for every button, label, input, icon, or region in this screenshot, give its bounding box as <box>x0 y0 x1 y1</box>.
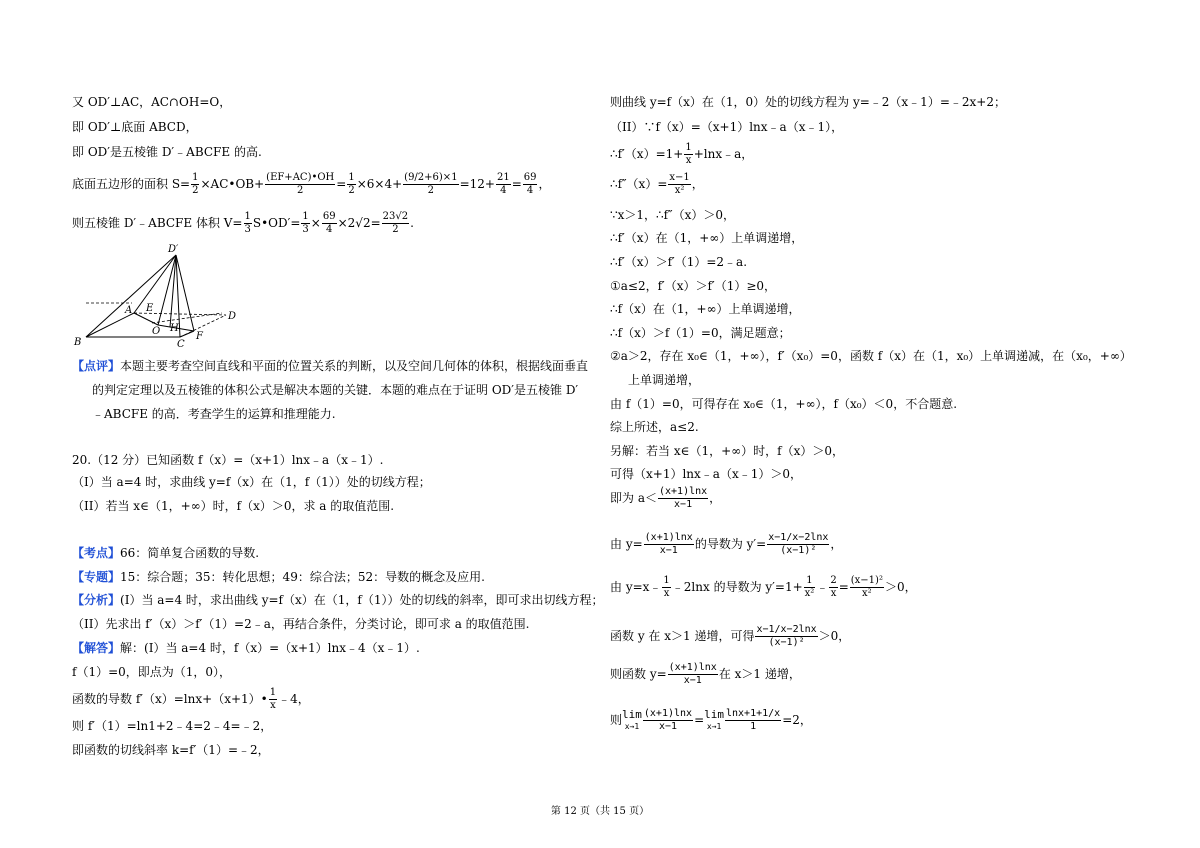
text-line: 由 f（1）=0，可得存在 x₀∈（1，+∞），f（x₀）＜0，不合题意. <box>610 397 958 411</box>
text-line: ②a＞2，存在 x₀∈（1，+∞），f′（x₀）=0，函数 f（x）在（1，x₀）上单调递减，在（x₀，+∞） <box>610 349 1132 363</box>
text-line: ∵x＞1，∴f″（x）＞0， <box>610 208 735 222</box>
fraction: $\frac{(9/2+6)\times 1}{2}$ <box>404 172 458 196</box>
text-line: （II）∵f（x）=（x+1）lnx﹣a（x﹣1）， <box>610 120 844 134</box>
fraction: $\frac{2}{x}$ <box>830 575 837 599</box>
knowledge-point: 【考点】66：简单复合函数的导数. <box>72 546 260 560</box>
diagram-label: D <box>228 311 237 322</box>
fraction: $\frac{(x+1)\ln x}{x-1}$ <box>643 708 693 732</box>
text-line: 即为 a＜ $\frac{(x+1)\ln x}{x-1}$ ， <box>610 486 722 510</box>
text-line: ∴f′（x）＞f′（1）=2﹣a. <box>610 255 748 269</box>
fraction: $\frac{69}{4}$ <box>523 172 537 196</box>
diagram-label: D′ <box>168 244 179 255</box>
text-line: 上单调递增， <box>628 373 701 387</box>
page-footer: 第 12 页（共 15 页） <box>550 806 650 817</box>
analysis: 【分析】(I）当 a=4 时，求出曲线 y=f（x）在（1，f（1））处的切线的斜率，即可求出切线方程； <box>72 593 604 607</box>
text-line: ∴f″（x）= $\frac{x-1}{\text{x²}}$ ， <box>610 172 704 196</box>
solution-line: 则 f′（1）=ln1+2﹣4=2﹣4=﹣2， <box>72 719 273 733</box>
fraction: $\frac{\ln x+1+1/x}{1}$ <box>726 708 781 732</box>
fraction: $\frac{x-1/x-2\ln x}{\text{(x−1)²}}$ <box>756 624 817 648</box>
solution-line: 即函数的切线斜率 k=f′（1）=﹣2， <box>72 743 270 757</box>
solution-line: 函数的导数 f′（x）=lnx+（x+1）• $\frac{1}{x}$ ﹣4， <box>72 687 310 711</box>
limit: lim x→1 <box>704 707 724 731</box>
question-part: （I）当 a=4 时，求曲线 y=f（x）在（1，f（1））处的切线方程； <box>72 475 431 489</box>
text-line: 可得（x+1）lnx﹣a（x﹣1）＞0， <box>610 467 802 481</box>
fraction: $\frac{1}{\text{x²}}$ <box>804 575 815 599</box>
comment-tag: 【点评】 <box>72 359 121 373</box>
question-part: （II）若当 x∈（1，+∞）时，f（x）＞0，求 a 的取值范围. <box>72 499 395 513</box>
text-line: 则函数 y= $\frac{(x+1)\ln x}{x-1}$ 在 x＞1 递增， <box>610 662 801 686</box>
fraction: $\frac{(x+1)\ln x}{x-1}$ <box>644 532 693 556</box>
diagram-label: C <box>177 339 185 349</box>
volume-formula: 则五棱锥 D′﹣ABCFE 体积 V= $\frac{1}{3}$ S•OD′= $\frac{1}{3}$ × $\frac{69}{4}$ ×2√2= $\frac{23√2}{2}$ . <box>72 211 414 235</box>
diagram-label: B <box>74 337 82 348</box>
analysis: （II）先求出 f′（x）＞f′（1）=2﹣a，再结合条件，分类讨论，即可求 a 的取值范围. <box>72 617 530 631</box>
text-line: 综上所述，a≤2. <box>610 420 699 434</box>
fraction: $\frac{\text{(x−1)²}}{\text{x²}}$ <box>850 575 883 599</box>
text-line: 由 y= $\frac{(x+1)\ln x}{x-1}$ 的导数为 y′= $\frac{x-1/x-2\ln x}{\text{(x−1)²}}$ ， <box>610 532 843 556</box>
text-line: 即 OD′是五棱锥 D′﹣ABCFE 的高. <box>72 145 262 159</box>
text-line: ①a≤2，f′（x）＞f′（1）≥0， <box>610 279 777 293</box>
fraction: $\frac{21}{4}$ <box>496 172 510 196</box>
limit: lim x→1 <box>622 707 642 731</box>
fraction: $\frac{1}{2}$ <box>192 172 199 196</box>
question-title: 20.（12 分）已知函数 f（x）=（x+1）lnx﹣a（x﹣1）. <box>72 453 384 467</box>
topic: 【专题】15：综合题；35：转化思想；49：综合法；52：导数的概念及应用. <box>72 570 485 584</box>
text-line: 又 OD′⊥AC，AC∩OH=O， <box>72 95 232 109</box>
area-formula: 底面五边形的面积 S= $\frac{1}{2}$ ×AC•OB+ $\frac{(EF+AC)•OH}{2}$ = $\frac{1}{2}$ ×6×4+ $\frac{(9/2+6)\times 1}{2}$ =12+ $\frac{21}{4}$ = $\frac{69}{4}$ ， <box>72 172 551 196</box>
fraction: $\frac{(EF+AC)•OH}{2}$ <box>266 172 335 196</box>
fraction: $\frac{23√2}{2}$ <box>382 211 409 235</box>
text-line: 另解：若当 x∈（1，+∞）时，f（x）＞0， <box>610 444 844 458</box>
text-line: 函数 y 在 x＞1 递增，可得 $\frac{x-1/x-2\ln x}{\text{(x−1)²}}$ ＞0， <box>610 624 851 648</box>
fraction: $\frac{1}{x}$ <box>269 687 277 711</box>
fraction: $\frac{1}{3}$ <box>302 211 309 235</box>
text-line: 则曲线 y=f（x）在（1，0）处的切线方程为 y=﹣2（x﹣1）=﹣2x+2； <box>610 95 1006 109</box>
text-line: 即 OD′⊥底面 ABCD， <box>72 120 198 134</box>
fraction: $\frac{69}{4}$ <box>322 211 336 235</box>
limit-line: 则 lim x→1 $\frac{(x+1)\ln x}{x-1}$ = lim x→1 $\frac{\ln x+1+1/x}{1}$ =2， <box>610 707 812 732</box>
fraction: $\frac{1}{x}$ <box>663 575 670 599</box>
solution-line: f（1）=0，即点为（1，0）， <box>72 665 232 679</box>
comment-line: ﹣ABCFE 的高．考查学生的运算和推理能力. <box>92 407 336 421</box>
comment-line: 的判定定理以及五棱锥的体积公式是解决本题的关键．本题的难点在于证明 OD′是五棱锥 D′ <box>92 383 579 397</box>
diagram-label: A <box>125 305 133 316</box>
fraction: $\frac{x-1}{\text{x²}}$ <box>669 172 690 196</box>
comment-line: 【点评】本题主要考查空间直线和平面的位置关系的判断，以及空间几何体的体积，根据线面垂直 <box>72 359 589 373</box>
fraction: $\frac{1}{3}$ <box>244 211 251 235</box>
text-line: ∴f′（x）=1+ $\frac{1}{x}$ +lnx﹣a， <box>610 142 754 166</box>
fraction: $\frac{1}{2}$ <box>348 172 355 196</box>
fraction: $\frac{x-1/x-2\ln x}{\text{(x−1)²}}$ <box>768 532 829 556</box>
pyramid-diagram <box>72 243 252 349</box>
diagram-label: E <box>146 303 154 314</box>
text-line: ∴f′（x）在（1，+∞）上单调递增， <box>610 231 804 245</box>
fraction: $\frac{1}{x}$ <box>685 142 692 166</box>
text-line: ∴f（x）＞f（1）=0，满足题意； <box>610 326 791 340</box>
fraction: $\frac{(x+1)\ln x}{x-1}$ <box>668 662 717 686</box>
text-line: 由 y=x﹣ $\frac{1}{x}$ ﹣2lnx 的导数为 y′=1+ $\frac{1}{\text{x²}}$ ﹣ $\frac{2}{x}$ = $\frac{\text{(x−1)²}}{\text{x²}}$ ＞0， <box>610 575 917 599</box>
diagram-label: O <box>152 326 161 337</box>
diagram-label: H <box>170 323 179 334</box>
text-line: ∴f（x）在（1，+∞）上单调递增， <box>610 302 801 316</box>
solution: 【解答】解：(I）当 a=4 时，f（x）=（x+1）lnx﹣4（x﹣1）. <box>72 641 420 655</box>
fraction: $\frac{(x+1)\ln x}{x-1}$ <box>658 486 708 510</box>
diagram-label: F <box>196 331 203 342</box>
